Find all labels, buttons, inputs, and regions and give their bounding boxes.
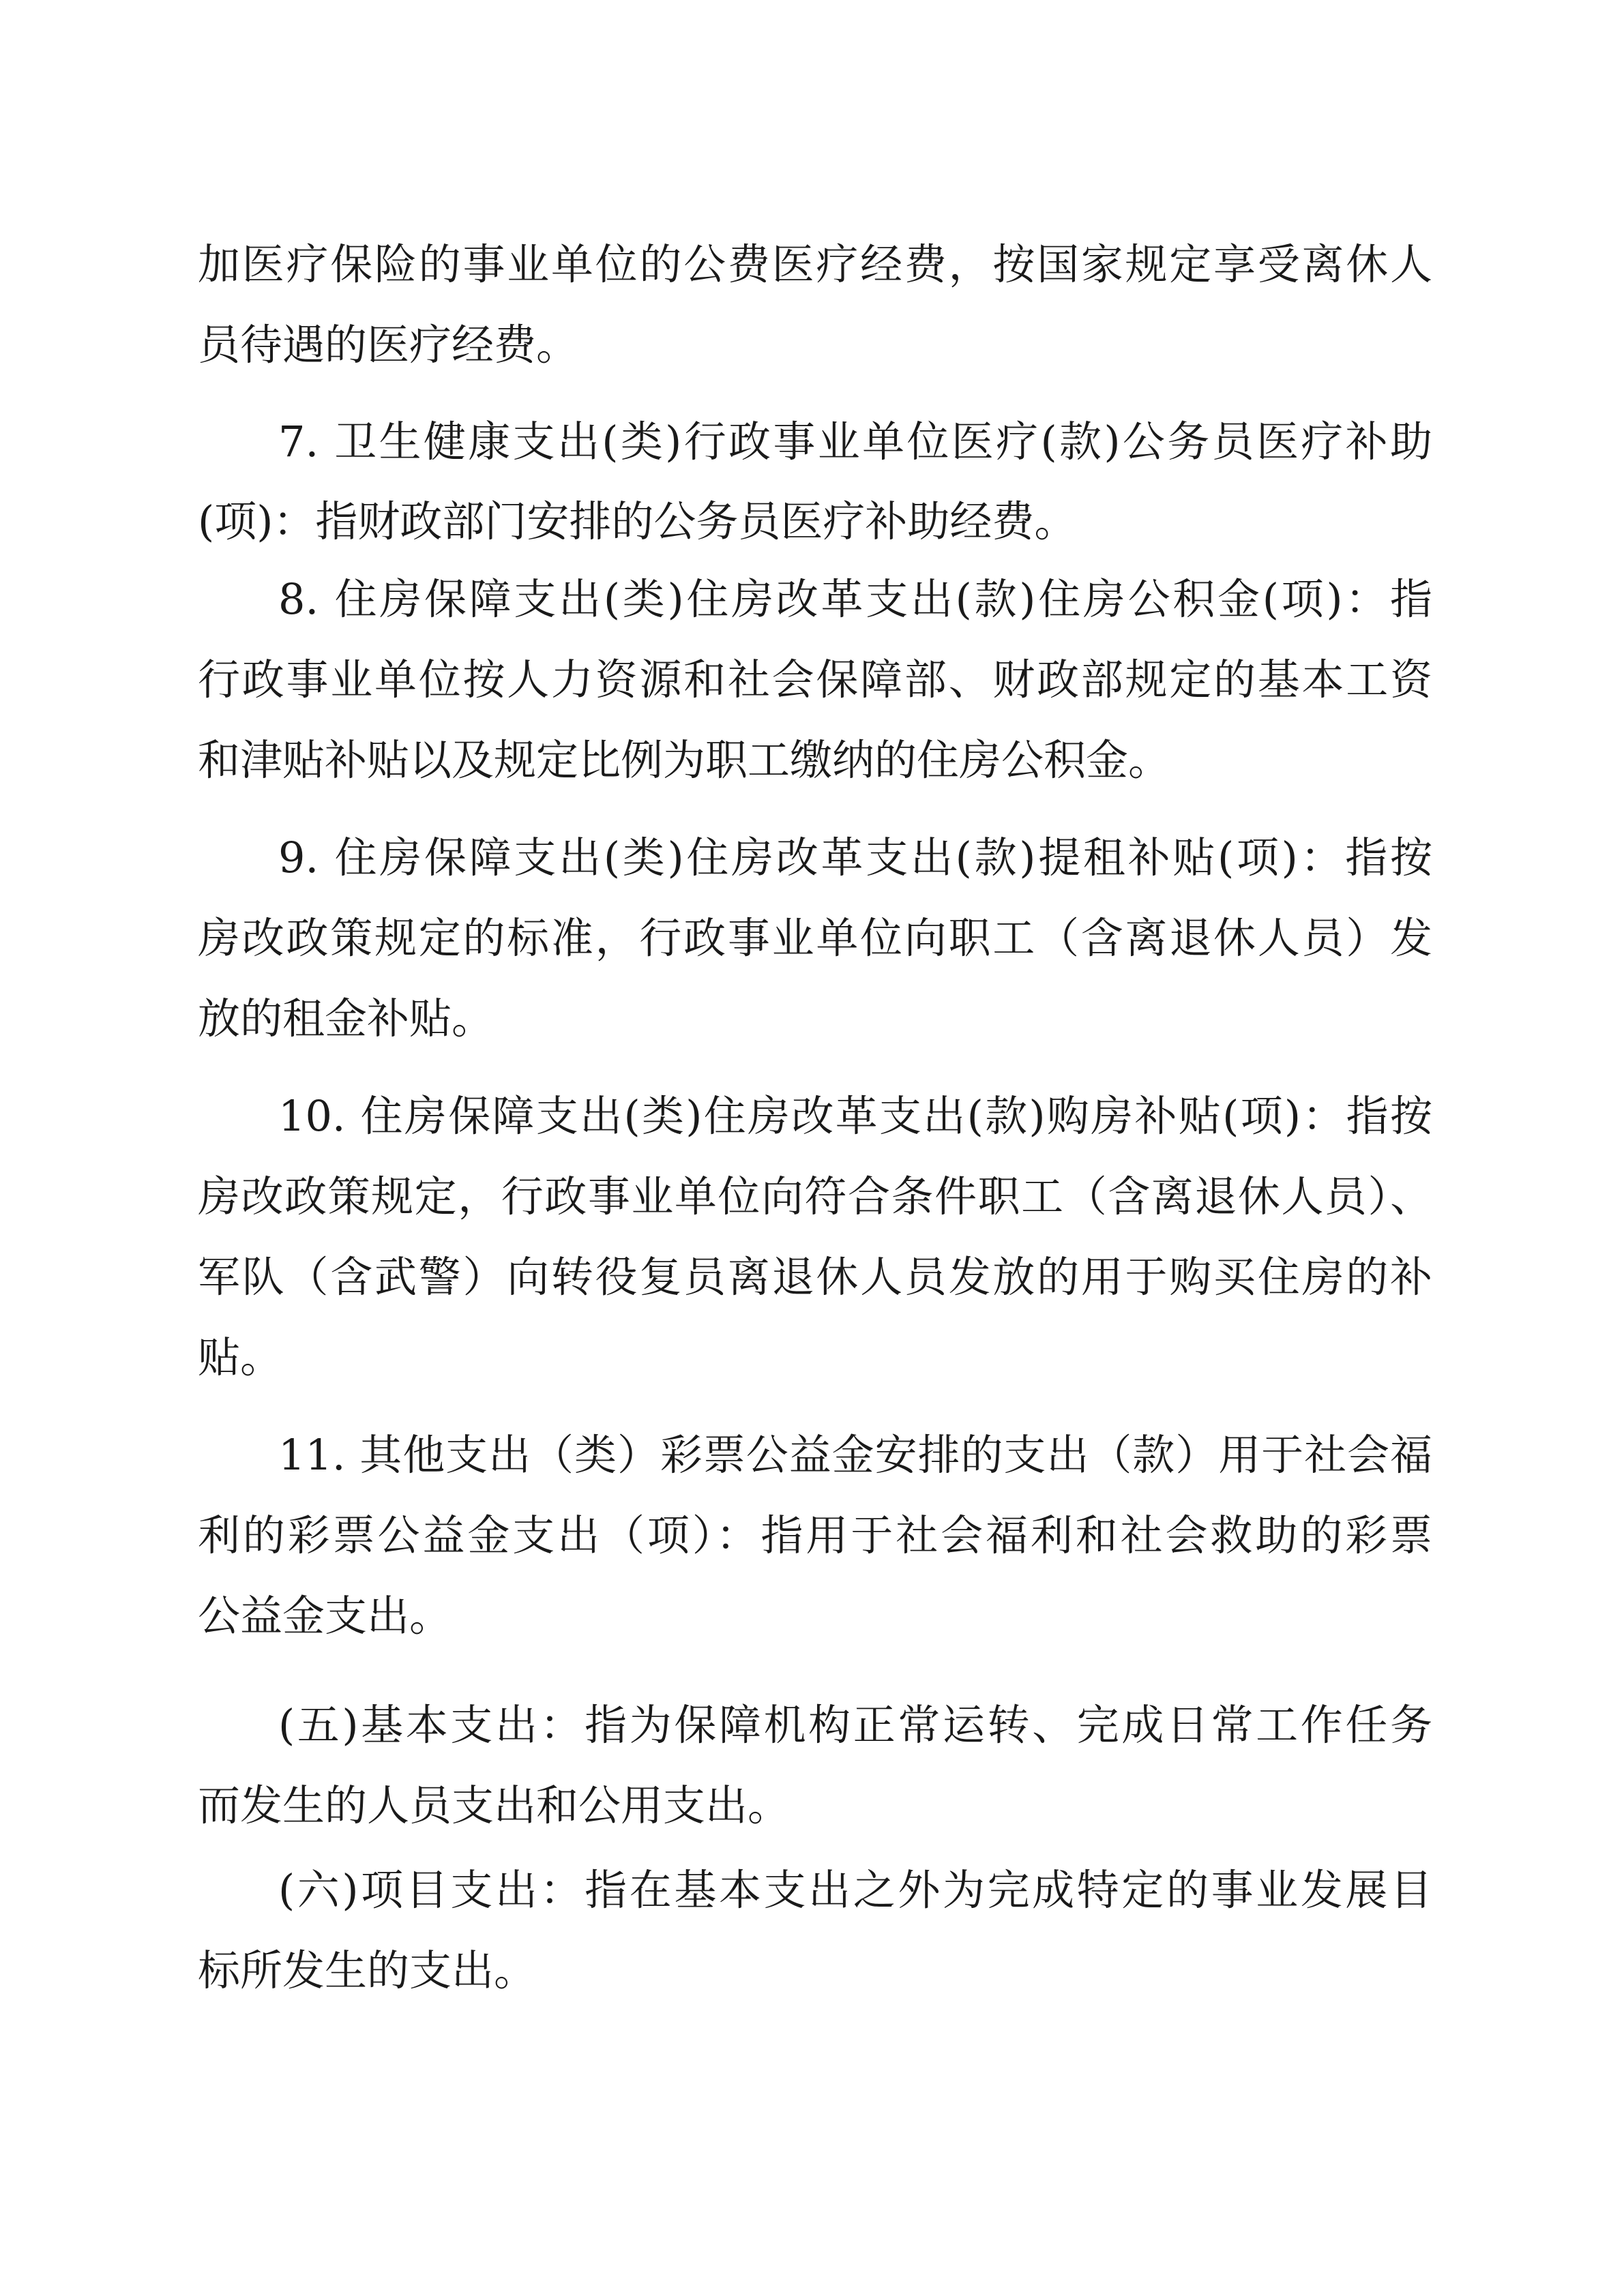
text-line: 军队（含武警）向转役复员离退休人员发放的用于购买住房的补 bbox=[198, 1252, 1432, 1302]
text-line: 7. 卫生健康支出(类)行政事业单位医疗(款)公务员医疗补助 bbox=[278, 417, 1432, 466]
text-line: 9. 住房保障支出(类)住房改革支出(款)提租补贴(项)：指按 bbox=[278, 833, 1432, 882]
text-line: 加医疗保险的事业单位的公费医疗经费，按国家规定享受离休人 bbox=[198, 239, 1432, 289]
text-line: 和津贴补贴以及规定比例为职工缴纳的住房公积金。 bbox=[198, 735, 1171, 785]
text-line: 标所发生的支出。 bbox=[198, 1945, 537, 1995]
text-line: (五)基本支出：指为保障机构正常运转、完成日常工作任务 bbox=[278, 1700, 1432, 1750]
text-line: 放的租金补贴。 bbox=[198, 994, 494, 1043]
text-line: (项)：指财政部门安排的公务员医疗补助经费。 bbox=[198, 496, 1077, 546]
text-line: 而发生的人员支出和公用支出。 bbox=[198, 1780, 791, 1830]
text-line: 利的彩票公益金支出（项）：指用于社会福利和社会救助的彩票 bbox=[198, 1510, 1432, 1560]
text-line: 8. 住房保障支出(类)住房改革支出(款)住房公积金(项)：指 bbox=[278, 574, 1432, 624]
text-line: 房改政策规定，行政事业单位向符合条件职工（含离退休人员）、 bbox=[198, 1172, 1432, 1221]
text-line: 11. 其他支出（类）彩票公益金安排的支出（款）用于社会福 bbox=[278, 1430, 1432, 1480]
text-line: 员待遇的医疗经费。 bbox=[198, 320, 579, 370]
text-line: (六)项目支出：指在基本支出之外为完成特定的事业发展目 bbox=[278, 1865, 1432, 1915]
text-line: 行政事业单位按人力资源和社会保障部、财政部规定的基本工资 bbox=[198, 655, 1432, 704]
text-line: 10. 住房保障支出(类)住房改革支出(款)购房补贴(项)：指按 bbox=[278, 1091, 1432, 1141]
text-line: 贴。 bbox=[198, 1332, 283, 1382]
text-line: 房改政策规定的标准，行政事业单位向职工（含离退休人员）发 bbox=[198, 913, 1432, 963]
text-line: 公益金支出。 bbox=[198, 1591, 452, 1641]
